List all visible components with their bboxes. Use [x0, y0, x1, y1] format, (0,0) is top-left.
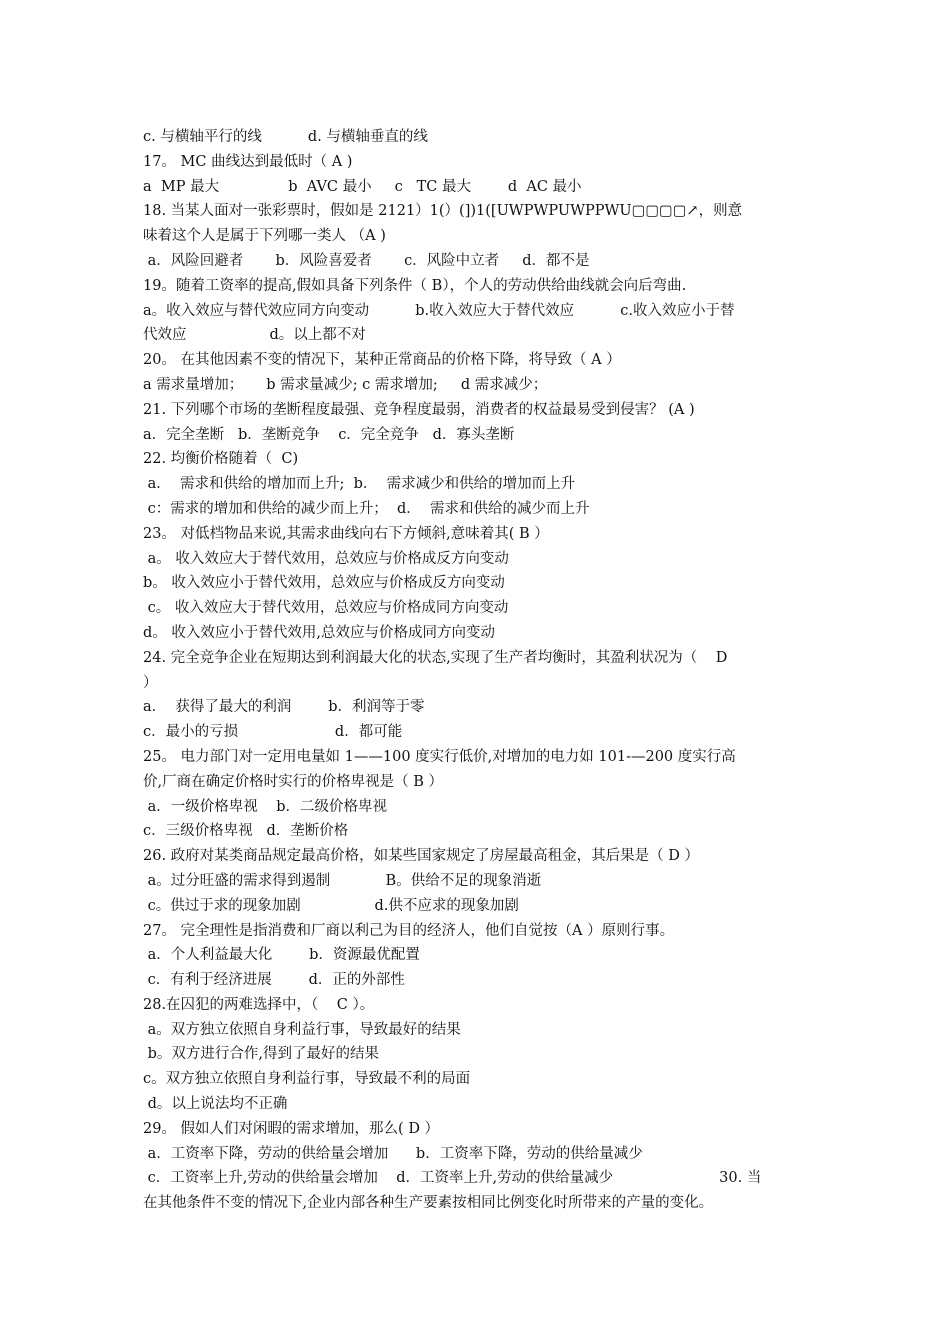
text-line: 价,厂商在确定价格时实行的价格卑视是（ B ） [143, 773, 443, 790]
text-line: 25。 电力部门对一定用电量如 1——100 度实行低价,对增加的电力如 101-—200 度实行高 [143, 748, 736, 765]
document-body [143, 125, 808, 1216]
text-line: 21. 下列哪个市场的垄断程度最强、竞争程度最弱，消费者的权益最易受到侵害？ (A ) [143, 401, 695, 418]
text-line: c. 与横轴平行的线 d. 与横轴垂直的线 [143, 129, 428, 145]
text-line: b。 收入效应小于替代效用，总效应与价格成反方向变动 [143, 575, 505, 592]
text-line: a MP 最大 b AVC 最小 c TC 最大 d AC 最小 [143, 178, 582, 195]
text-line: 23。 对低档物品来说,其需求曲线向右下方倾斜,意味着其( B ） [143, 525, 549, 542]
text-line: 味着这个人是属于下列哪一类人 （A ) [143, 228, 386, 245]
text-line: a． 需求和供给的增加而上升; b． 需求减少和供给的增加而上升 [143, 476, 576, 493]
text-line: a。收入效应与替代效应同方向变动 b.收入效应大于替代效应 c.收入效应小于替 [143, 302, 735, 319]
text-line: 代效应 d。以上都不对 [143, 327, 366, 344]
text-line: c．工资率上升,劳动的供给量会增加 d．工资率上升,劳动的供给量减少 30. 当 [143, 1170, 762, 1187]
text-line: a．工资率下降，劳动的供给量会增加 b．工资率下降，劳动的供给量减少 [143, 1145, 643, 1162]
text-line: 28.在囚犯的两难选择中，（ C ）。 [143, 996, 375, 1013]
text-line: 22. 均衡价格随着（ C) [143, 451, 299, 468]
text-line: c．最小的亏损 d．都可能 [143, 724, 403, 741]
text-line: 27。 完全理性是指消费和厂商以利己为目的经济人，他们自觉按（A ）原则行事。 [143, 922, 675, 939]
text-line: 20。 在其他因素不变的情况下，某种正常商品的价格下降，将导致（ A ） [143, 352, 621, 369]
text-line: 26. 政府对某类商品规定最高价格，如某些国家规定了房屋最高租金，其后果是（ D ） [143, 848, 700, 865]
text-line: a。过分旺盛的需求得到遏制 B。供给不足的现象消逝 [143, 872, 542, 889]
text-line: 在其他条件不变的情况下,企业内部各种生产要素按相同比例变化时所带来的产量的变化。 [143, 1195, 714, 1212]
text-line: a．一级价格卑视 b．二级价格卑视 [143, 798, 387, 815]
text-line: a．完全垄断 b．垄断竞争 c．完全竞争 d．寡头垄断 [143, 426, 515, 443]
text-line: b。双方进行合作,得到了最好的结果 [143, 1046, 379, 1063]
text-line: 19。随着工资率的提高,假如具备下列条件（ B），个人的劳动供给曲线就会向后弯曲. [143, 277, 687, 294]
text-line: c．有利于经济进展 d．正的外部性 [143, 972, 405, 989]
text-line: a．个人利益最大化 b．资源最优配置 [143, 947, 420, 964]
text-line: a。 收入效应大于替代效用，总效应与价格成反方向变动 [143, 550, 509, 567]
text-line: a． 获得了最大的利润 b．利润等于零 [143, 699, 425, 716]
text-line: c：需求的增加和供给的减少而上升； d． 需求和供给的减少而上升 [143, 500, 590, 517]
text-line: c．三级价格卑视 d．垄断价格 [143, 823, 349, 840]
text-line: c。双方独立依照自身利益行事，导致最不利的局面 [143, 1071, 471, 1088]
text-line: ） [143, 674, 158, 691]
text-line: d。 收入效应小于替代效用,总效应与价格成同方向变动 [143, 624, 495, 641]
text-line: a。双方独立依照自身利益行事，导致最好的结果 [143, 1021, 461, 1038]
text-line: a 需求量增加； b 需求量减少; c 需求增加; d 需求减少； [143, 376, 548, 393]
text-line: 17。 MC 曲线达到最低时（ A ) [143, 153, 353, 170]
text-line: 29。 假如人们对闲暇的需求增加，那么( D ） [143, 1120, 440, 1137]
text-line: c。供过于求的现象加剧 d.供不应求的现象加剧 [143, 897, 519, 914]
text-line: d。以上说法均不正确 [143, 1096, 288, 1113]
text-line: 18. 当某人面对一张彩票时，假如是 2121）1(）(])1([UWPWPUWPPWU▢▢▢▢↗，则意 [143, 203, 743, 220]
text-line: 24. 完全竞争企业在短期达到利润最大化的状态,实现了生产者均衡时，其盈利状况为（ D [143, 649, 728, 666]
text-line: c。 收入效应大于替代效用，总效应与价格成同方向变动 [143, 600, 509, 617]
text-line: a．风险回避者 b．风险喜爱者 c．风险中立者 d．都不是 [143, 252, 590, 269]
